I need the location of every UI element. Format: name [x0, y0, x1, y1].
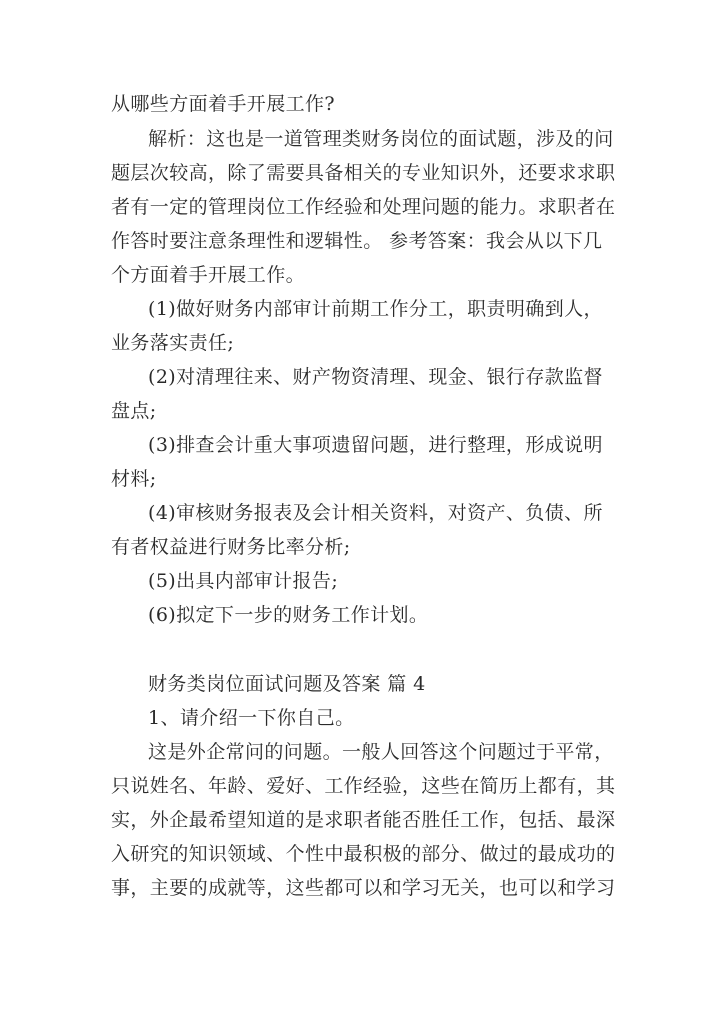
- answer-line: 这是外企常问的问题。一般人回答这个问题过于平常，: [148, 741, 614, 763]
- list-item-continuation: 有者权益进行财务比率分析;: [111, 536, 351, 558]
- intro-line: 从哪些方面着手开展工作?: [111, 93, 335, 115]
- question-heading: 1、请介绍一下你自己。: [148, 707, 355, 729]
- list-item: (1)做好财务内部审计前期工作分工，职责明确到人，: [148, 298, 603, 320]
- list-item-continuation: 业务落实责任;: [111, 332, 235, 354]
- analysis-line: 个方面着手开展工作。: [111, 264, 306, 286]
- list-item-continuation: 盘点;: [111, 400, 157, 422]
- section-title: 财务类岗位面试问题及答案 篇 4: [148, 673, 426, 695]
- list-item: (4)审核财务报表及会计相关资料，对资产、负债、所: [148, 502, 603, 524]
- answer-line: 入研究的知识领域、个性中最积极的部分、做过的最成功的: [111, 843, 616, 865]
- answer-line: 只说姓名、年龄、爱好、工作经验，这些在简历上都有，其: [111, 775, 616, 797]
- list-item: (5)出具内部审计报告;: [148, 570, 339, 592]
- answer-line: 事，主要的成就等，这些都可以和学习无关，也可以和学习: [111, 877, 616, 899]
- list-item: (3)排查会计重大事项遗留问题，进行整理，形成说明: [148, 434, 603, 456]
- list-item: (2)对清理往来、财产物资清理、现金、银行存款监督: [148, 366, 603, 388]
- analysis-line: 者有一定的管理岗位工作经验和处理问题的能力。求职者在: [111, 196, 616, 218]
- list-item: (6)拟定下一步的财务工作计划。: [148, 604, 429, 626]
- analysis-line: 解析：这也是一道管理类财务岗位的面试题，涉及的问: [148, 128, 614, 150]
- list-item-continuation: 材料;: [111, 468, 157, 490]
- answer-line: 实，外企最希望知道的是求职者能否胜任工作，包括、最深: [111, 809, 616, 831]
- analysis-line: 题层次较高，除了需要具备相关的专业知识外，还要求求职: [111, 162, 616, 184]
- analysis-line: 作答时要注意条理性和逻辑性。 参考答案：我会从以下几: [111, 230, 603, 252]
